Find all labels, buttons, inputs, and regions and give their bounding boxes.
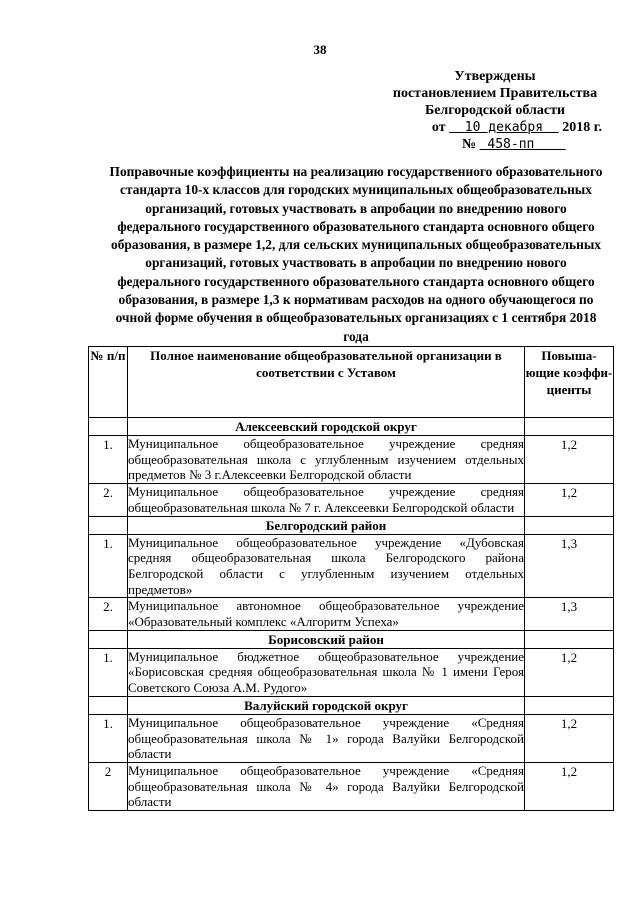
- handwritten-date: [449, 120, 559, 135]
- district-row: [89, 630, 614, 648]
- organization-name: Муниципальное автономное общеобразовательное учреждение «Образовательный комплекс «Алгоритм Успеха»: [128, 598, 524, 630]
- table-row: [89, 762, 614, 810]
- district-name: Белгородский район: [128, 516, 525, 534]
- row-number: 2: [89, 762, 128, 810]
- district-row: [89, 516, 614, 534]
- approval-date-line: [380, 119, 610, 136]
- row-number: 1.: [89, 534, 128, 598]
- coefficient-value: 1,3: [525, 598, 614, 630]
- coefficients-table: [88, 346, 614, 811]
- table-row: [89, 534, 614, 598]
- district-row: [89, 418, 614, 436]
- row-number: 1.: [89, 714, 128, 762]
- number-prefix: №: [462, 137, 477, 152]
- header-name: Полное наименование общеобразовательной организации в соответствии с Уставом: [128, 347, 525, 418]
- district-row: [89, 696, 614, 714]
- organization-name: Муниципальное общеобразовательное учреждение средняя общеобразовательная школа с углубленным изучением отдельных предметов № 3 г.Алексеевки Белгородской области: [128, 436, 524, 483]
- table-row: [89, 714, 614, 762]
- district-name: Алексеевский городской округ: [128, 418, 525, 436]
- coefficient-value: 1,2: [525, 484, 614, 516]
- table-row: [89, 598, 614, 630]
- page-number: 38: [313, 42, 327, 57]
- coefficient-value: 1,3: [525, 534, 614, 598]
- organization-name: Муниципальное бюджетное общеобразовательное учреждение «Борисовская средняя общеобразовательная школа № 1 имени Героя Советского Союза А.М. Рудого»: [128, 648, 524, 696]
- coefficient-value: 1,2: [525, 436, 614, 484]
- organization-name: Муниципальное общеобразовательное учреждение «Дубовская средняя общеобразовательная школа Белгородского района Белгородской области с углубленным изучением отдельных предметов»: [128, 534, 524, 597]
- header-number: № п/п: [89, 347, 128, 418]
- row-number: 2.: [89, 484, 128, 516]
- table-header-row: [89, 347, 614, 418]
- table-row: [89, 648, 614, 696]
- document-title: Поправочные коэффициенты на реализацию государственного образовательного стандарта 10-х классов для городских муниципальных общеобразовательных организаций, готовых участвовать в апробации по внедрению нового федерального государственного образовательного стандарта основного общего образования, в размере 1,2, для сельских муниципальных общеобразовательных организаций, готовых участвовать в апробации по внедрению нового федерального государственного образовательного стандарта основного общего образования, в размере 1,3 к нормативам расходов на одного обучающегося по очной форме обучения в общеобразовательных организациях с 1 сентября 2018 года: [109, 164, 603, 344]
- header-coefficient: Повыша-ющие коэффи-циенты: [525, 347, 614, 418]
- table-row: [89, 484, 614, 516]
- coefficient-value: 1,2: [525, 648, 614, 696]
- approval-line-2: постановлением Правительства: [392, 86, 598, 101]
- approval-line-1: Утверждены: [454, 69, 536, 84]
- row-number: 1.: [89, 648, 128, 696]
- organization-name: Муниципальное общеобразовательное учреждение средняя общеобразовательная школа № 7 г. Алексеевки Белгородской области: [128, 484, 524, 515]
- table-row: [89, 436, 614, 484]
- coefficient-value: 1,2: [525, 714, 614, 762]
- approval-number-line: [380, 136, 610, 153]
- organization-name: Муниципальное общеобразовательное учреждение «Средняя общеобразовательная школа № 4» города Валуйки Белгородской области: [128, 762, 524, 810]
- approval-block: [380, 68, 610, 153]
- coefficient-value: 1,2: [525, 762, 614, 810]
- district-name: Валуйский городской округ: [128, 696, 525, 714]
- date-prefix: от: [431, 120, 446, 135]
- handwritten-number-text: 458-пп: [487, 137, 535, 152]
- approval-line-3: Белгородской области: [424, 103, 566, 118]
- date-year: 2018 г.: [562, 120, 602, 135]
- handwritten-date-text: 10 декабря: [464, 120, 544, 135]
- handwritten-number: [480, 137, 566, 152]
- row-number: 2.: [89, 598, 128, 630]
- organization-name: Муниципальное общеобразовательное учреждение «Средняя общеобразовательная школа № 1» города Валуйки Белгородской области: [128, 714, 524, 762]
- row-number: 1.: [89, 436, 128, 484]
- district-name: Борисовский район: [128, 630, 525, 648]
